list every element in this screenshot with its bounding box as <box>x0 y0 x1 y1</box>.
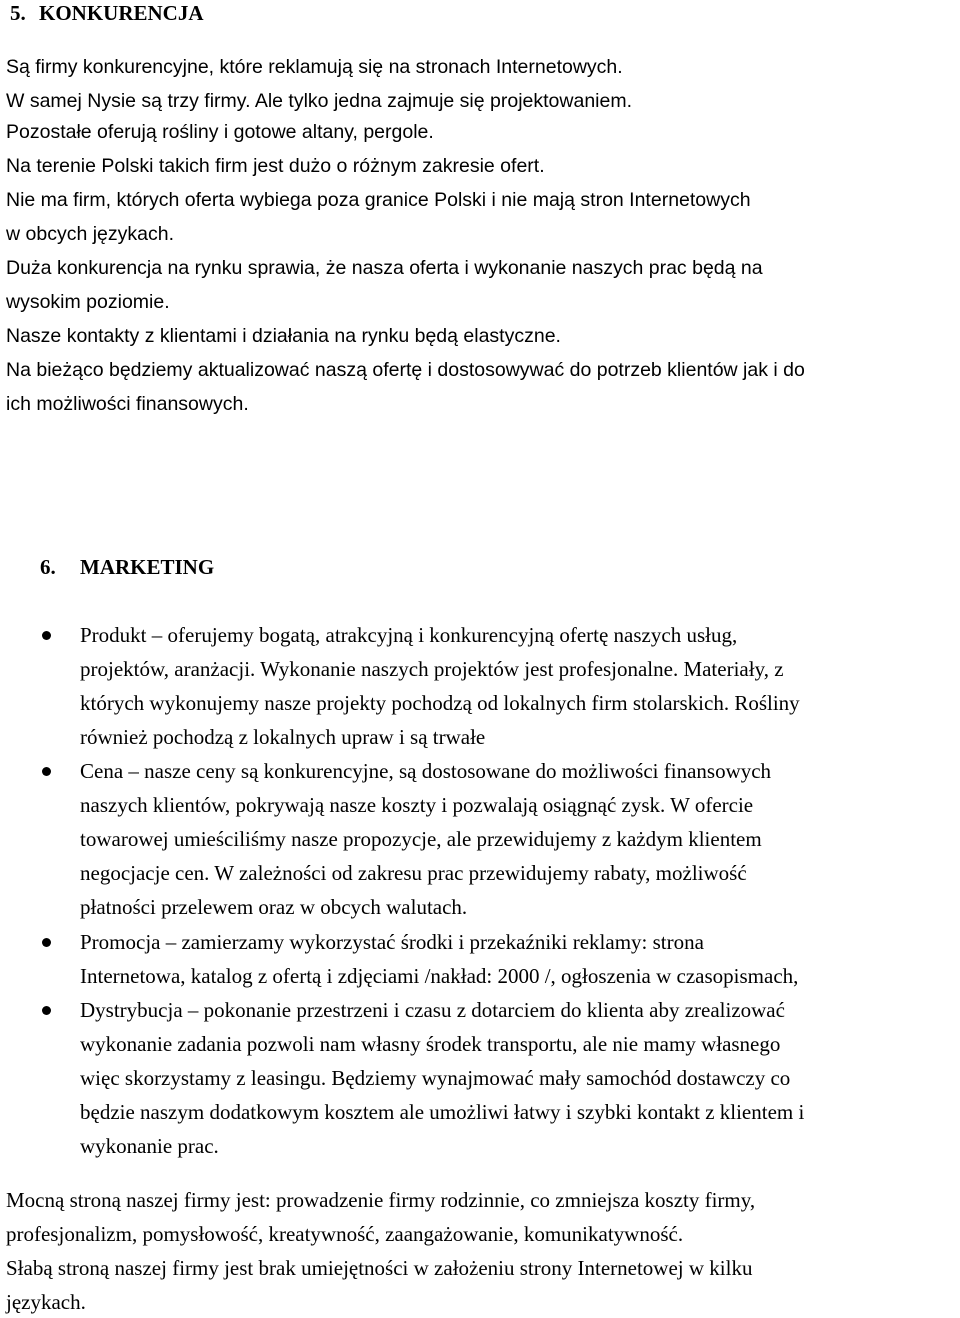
bullet-line: będzie naszym dodatkowym kosztem ale umożliwi łatwy i szybki kontakt z klientem i <box>80 1100 805 1124</box>
closing-line: profesjonalizm, pomysłowość, kreatywność, zaangażowanie, komunikatywność. <box>6 1222 684 1246</box>
bullet-line: Dystrybucja – pokonanie przestrzeni i czasu z dotarciem do klienta aby zrealizować <box>80 998 785 1022</box>
paragraph-line: Na terenie Polski takich firm jest dużo o różnym zakresie ofert. <box>6 155 545 177</box>
bullet-dot-icon <box>42 631 51 640</box>
section-number: 5. <box>10 1 26 25</box>
closing-line: językach. <box>6 1290 86 1314</box>
paragraph-line: ich możliwości finansowych. <box>6 393 249 415</box>
paragraph-line: W samej Nysie są trzy firmy. Ale tylko jedna zajmuje się projektowaniem. <box>6 90 633 112</box>
paragraph-line: Pozostałe oferują rośliny i gotowe altany, pergole. <box>6 121 434 143</box>
bullet-line: naszych klientów, pokrywają nasze koszty i pozwalają osiągnąć zysk. W ofercie <box>80 793 754 817</box>
paragraph-line: Na bieżąco będziemy aktualizować naszą ofertę i dostosowywać do potrzeb klientów jak i do <box>6 359 805 381</box>
paragraph-line: w obcych językach. <box>6 223 174 245</box>
paragraph-line: wysokim poziomie. <box>6 291 170 313</box>
bullet-line: wykonanie zadania pozwoli nam własny środek transportu, ale nie mamy własnego <box>80 1032 781 1056</box>
bullet-line: towarowej umieściliśmy nasze propozycje, ale przewidujemy z każdym klientem <box>80 827 762 851</box>
paragraph-line: Duża konkurencja na rynku sprawia, że nasza oferta i wykonanie naszych prac będą na <box>6 257 763 279</box>
bullet-line: wykonanie prac. <box>80 1134 219 1158</box>
bullet-dot-icon <box>42 938 51 947</box>
bullet-line: negocjacje cen. W zależności od zakresu prac przewidujemy rabaty, możliwość <box>80 861 747 885</box>
section-title: KONKURENCJA <box>39 1 204 25</box>
paragraph-line: Nie ma firm, których oferta wybiega poza granice Polski i nie mają stron Internetowych <box>6 189 751 211</box>
bullet-line: Produkt – oferujemy bogatą, atrakcyjną i konkurencyjną ofertę naszych usług, <box>80 623 738 647</box>
bullet-dot-icon <box>42 1006 51 1015</box>
section-number: 6. <box>40 555 56 579</box>
paragraph-line: Są firmy konkurencyjne, które reklamują się na stronach Internetowych. <box>6 56 623 78</box>
bullet-line: również pochodzą z lokalnych upraw i są trwałe <box>80 725 486 749</box>
bullet-line: projektów, aranżacji. Wykonanie naszych projektów jest profesjonalne. Materiały, z <box>80 657 784 681</box>
bullet-line: Promocja – zamierzamy wykorzystać środki i przekaźniki reklamy: strona <box>80 930 704 954</box>
bullet-dot-icon <box>42 767 51 776</box>
bullet-line: płatności przelewem oraz w obcych walutach. <box>80 895 468 919</box>
closing-line: Słabą stroną naszej firmy jest brak umiejętności w założeniu strony Internetowej w kilku <box>6 1256 753 1280</box>
section-heading-marketing <box>40 555 214 579</box>
bullet-line: Cena – nasze ceny są konkurencyjne, są dostosowane do możliwości finansowych <box>80 759 772 783</box>
section-heading-konkurencja <box>10 1 204 25</box>
bullet-line: Internetowa, katalog z ofertą i zdjęciami /nakład: 2000 /, ogłoszenia w czasopismach, <box>80 964 799 988</box>
closing-line: Mocną stroną naszej firmy jest: prowadzenie firmy rodzinnie, co zmniejsza koszty firmy, <box>6 1188 756 1212</box>
bullet-line: których wykonujemy nasze projekty pochodzą od lokalnych firm stolarskich. Rośliny <box>80 691 800 715</box>
bullet-line: więc skorzystamy z leasingu. Będziemy wynajmować mały samochód dostawczy co <box>80 1066 791 1090</box>
paragraph-line: Nasze kontakty z klientami i działania na rynku będą elastyczne. <box>6 325 561 347</box>
section-title: MARKETING <box>80 555 215 579</box>
